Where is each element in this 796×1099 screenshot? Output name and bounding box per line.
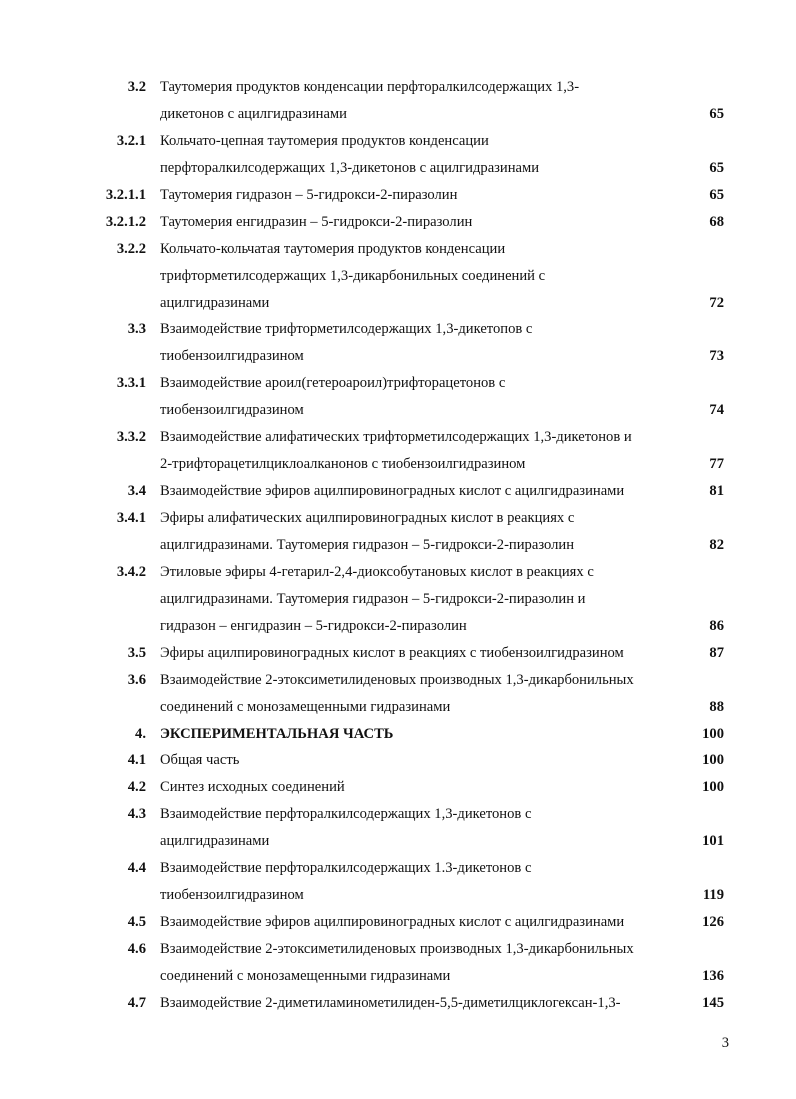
toc-page-number: 68 xyxy=(709,213,724,230)
toc-section-number: 4.3 xyxy=(127,806,146,823)
toc-section-number: 4.1 xyxy=(127,752,146,769)
toc-entry-title: Эфиры ацилпировиноградных кислот в реакциях с тиобензоилгидразином xyxy=(160,644,624,661)
toc-line xyxy=(0,182,796,209)
table-of-contents xyxy=(0,74,796,1017)
toc-entry-title: ацилгидразинами xyxy=(160,294,270,311)
toc-entry-title: Кольчато-цепная таутомерия продуктов конденсации xyxy=(160,132,489,149)
toc-line xyxy=(0,343,796,370)
toc-line xyxy=(0,882,796,909)
toc-section-number: 3.3 xyxy=(127,321,146,338)
toc-entry-title: Таутомерия гидразон – 5-гидрокси-2-пиразолин xyxy=(160,186,458,203)
toc-entry-title: Взаимодействие перфторалкилсодержащих 1,3-дикетонов с xyxy=(160,806,532,823)
toc-line xyxy=(0,532,796,559)
toc-section-number: 4.7 xyxy=(127,994,146,1011)
toc-section-number: 4.5 xyxy=(127,914,146,931)
toc-entry-title: Взаимодействие трифторметилсодержащих 1,3-дикетопов с xyxy=(160,321,533,338)
toc-section-number: 3.3.1 xyxy=(116,375,146,392)
toc-line xyxy=(0,74,796,101)
toc-entry-title: ацилгидразинами. Таутомерия гидразон – 5-гидрокси-2-пиразолин и xyxy=(160,590,586,607)
toc-entry-title: перфторалкилсодержащих 1,3-дикетонов с ацилгидразинами xyxy=(160,159,540,176)
toc-line xyxy=(0,694,796,721)
toc-line xyxy=(0,613,796,640)
toc-entry-title: Таутомерия продуктов конденсации перфторалкилсодержащих 1,3- xyxy=(160,79,580,95)
toc-line xyxy=(0,128,796,155)
toc-page-number: 65 xyxy=(709,186,724,203)
toc-line xyxy=(0,155,796,182)
toc-entry-title: Взаимодействие 2-этоксиметилиденовых производных 1,3-дикарбонильных xyxy=(160,671,634,688)
toc-page-number: 65 xyxy=(709,105,724,122)
toc-page-number: 100 xyxy=(702,752,724,769)
toc-entry-title: трифторметилсодержащих 1,3-дикарбонильных соединений с xyxy=(160,267,546,284)
toc-entry-title: 2-трифторацетилциклоалканонов с тиобензоилгидразином xyxy=(160,456,526,473)
toc-page-number: 73 xyxy=(709,348,724,365)
toc-section-number: 3.3.2 xyxy=(116,429,146,446)
toc-section-number: 3.6 xyxy=(127,671,146,688)
toc-line xyxy=(0,236,796,263)
toc-line xyxy=(0,370,796,397)
toc-page-number: 136 xyxy=(702,967,724,984)
toc-page-number: 65 xyxy=(709,159,724,176)
toc-line xyxy=(0,667,796,694)
toc-page-number: 101 xyxy=(702,833,724,850)
toc-line xyxy=(0,263,796,290)
toc-page-number: 100 xyxy=(702,779,724,796)
toc-entry-title: ЭКСПЕРИМЕНТАЛЬНАЯ ЧАСТЬ xyxy=(160,725,394,742)
toc-entry-title: Взаимодействие эфиров ацилпировиноградных кислот с ацилгидразинами xyxy=(160,483,625,500)
toc-section-number: 4.2 xyxy=(127,779,146,796)
toc-page-number: 126 xyxy=(702,914,724,931)
toc-entry-title: Взаимодействие 2-диметиламинометилиден-5,5-диметилциклогексан-1,3- xyxy=(160,994,621,1011)
toc-line xyxy=(0,316,796,343)
toc-entry-title: ацилгидразинами xyxy=(160,833,270,850)
toc-page-number: 72 xyxy=(709,294,724,311)
toc-section-number: 4. xyxy=(135,725,146,742)
toc-entry-title: Взаимодействие эфиров ацилпировиноградных кислот с ацилгидразинами xyxy=(160,914,625,931)
toc-page-number: 87 xyxy=(709,644,724,661)
toc-entry-title: Взаимодействие перфторалкилсодержащих 1.3-дикетонов с xyxy=(160,860,532,877)
toc-entry-title: Эфиры алифатических ацилпировиноградных кислот в реакциях с xyxy=(160,510,575,526)
toc-page-number: 86 xyxy=(709,617,724,634)
toc-entry-title: Взаимодействие ароил(гетероароил)трифторацетонов с xyxy=(160,375,506,392)
toc-section-number: 3.5 xyxy=(127,644,146,661)
toc-entry-title: тиобензоилгидразином xyxy=(160,402,304,419)
toc-page-number: 100 xyxy=(702,725,724,742)
toc-line xyxy=(0,397,796,424)
toc-entry-title: тиобензоилгидразином xyxy=(160,887,304,904)
toc-section-number: 4.6 xyxy=(127,941,146,957)
toc-page-number: 88 xyxy=(709,698,724,715)
toc-line xyxy=(0,451,796,478)
toc-line xyxy=(0,936,796,963)
toc-entry-title: Взаимодействие алифатических трифторметилсодержащих 1,3-дикетонов и xyxy=(160,429,632,446)
toc-section-number: 3.4.2 xyxy=(116,563,146,580)
toc-line xyxy=(0,801,796,828)
toc-entry-title: Кольчато-кольчатая таутомерия продуктов конденсации xyxy=(160,240,506,257)
toc-line xyxy=(0,290,796,317)
toc-line xyxy=(0,828,796,855)
toc-page-number: 77 xyxy=(709,456,724,473)
toc-line xyxy=(0,424,796,451)
toc-page-number: 119 xyxy=(702,887,724,904)
toc-entry-title: Синтез исходных соединений xyxy=(160,779,345,796)
toc-entry-title: соединений с монозамещенными гидразинами xyxy=(160,967,451,984)
toc-page-number: 82 xyxy=(709,536,724,553)
toc-section-number: 3.4 xyxy=(127,483,146,500)
toc-section-number: 3.4.1 xyxy=(116,510,146,526)
toc-page-number: 81 xyxy=(709,483,724,500)
toc-entry-title: Таутомерия енгидразин – 5-гидрокси-2-пиразолин xyxy=(160,213,473,230)
toc-line xyxy=(0,586,796,613)
toc-entry-title: ацилгидразинами. Таутомерия гидразон – 5-гидрокси-2-пиразолин xyxy=(160,536,575,553)
toc-line xyxy=(0,209,796,236)
toc-entry-title: дикетонов с ацилгидразинами xyxy=(160,105,347,122)
toc-entry-title: Этиловые эфиры 4-гетарил-2,4-диоксобутановых кислот в реакциях с xyxy=(160,563,594,580)
toc-section-number: 3.2.1 xyxy=(116,132,146,149)
toc-line xyxy=(0,963,796,990)
toc-page-number: 74 xyxy=(709,402,724,419)
toc-entry-title: гидразон – енгидразин – 5-гидрокси-2-пиразолин xyxy=(160,617,467,634)
page-number: 3 xyxy=(721,1035,729,1051)
toc-line xyxy=(0,990,796,1017)
toc-line xyxy=(0,774,796,801)
toc-line xyxy=(0,505,796,532)
toc-line xyxy=(0,721,796,748)
toc-entry-title: Взаимодействие 2-этоксиметилиденовых производных 1,3-дикарбонильных xyxy=(160,941,634,957)
toc-page-number: 145 xyxy=(702,994,724,1011)
toc-section-number: 3.2.1.1 xyxy=(105,186,146,203)
toc-line xyxy=(0,478,796,505)
toc-line xyxy=(0,559,796,586)
toc-section-number: 3.2.2 xyxy=(116,240,146,257)
toc-line xyxy=(0,747,796,774)
toc-section-number: 3.2.1.2 xyxy=(105,213,146,230)
toc-entry-title: соединений с монозамещенными гидразинами xyxy=(160,698,451,715)
toc-entry-title: тиобензоилгидразином xyxy=(160,348,304,365)
toc-line xyxy=(0,640,796,667)
toc-line xyxy=(0,101,796,128)
toc-line xyxy=(0,855,796,882)
toc-entry-title: Общая часть xyxy=(160,752,240,769)
toc-section-number: 3.2 xyxy=(127,79,146,95)
toc-section-number: 4.4 xyxy=(127,860,146,877)
toc-line xyxy=(0,909,796,936)
